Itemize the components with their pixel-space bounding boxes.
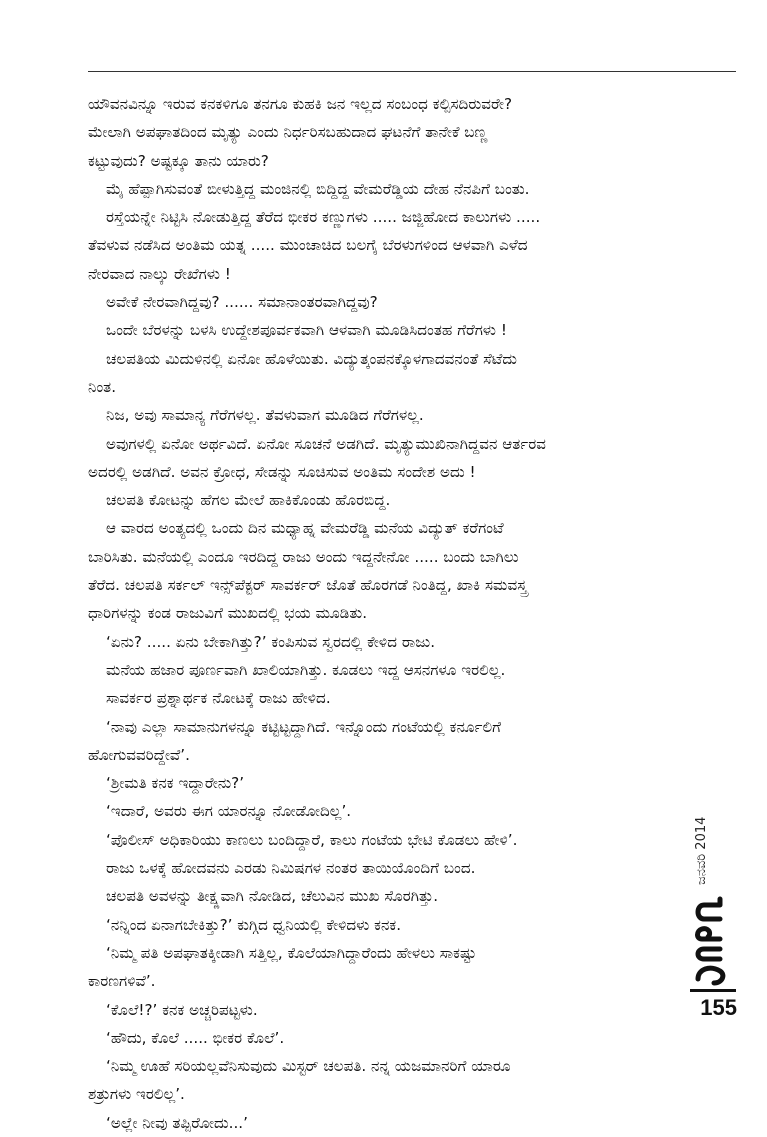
magazine-logo: [690, 893, 730, 988]
text-line: ನಿಜ, ಅವು ಸಾಮಾನ್ಯ ಗೆರೆಗಳಲ್ಲ. ತೆವಳುವಾಗ ಮೂಡಿದ ಗೆರೆಗಳಲ್ಲ.: [106, 406, 424, 425]
text-line: ಚಲಪತಿ ಅವಳನ್ನು ತೀಕ್ಷ್ಣವಾಗಿ ನೋಡಿದ, ಚೆಲುವಿನ ಮುಖ ಸೊರಗಿತ್ತು.: [106, 887, 439, 906]
text-line: ಕಾರಣಗಳಿವೆ’.: [88, 972, 156, 991]
text-line: ‘ನನ್ನಿಂದ ಏನಾಗಬೇಕಿತ್ತು?’ ಕುಗ್ಗಿದ ಧ್ವನಿಯಲ್ಲಿ ಕೇಳಿದಳು ಕನಕ.: [106, 915, 402, 934]
text-line: ‘ಶ್ರೀಮತಿ ಕನಕ ಇದ್ದಾರೇನು?’: [106, 774, 245, 793]
text-line: ನೇರವಾದ ನಾಲ್ಕು ರೇಖೆಗಳು !: [88, 264, 231, 283]
text-line: ಅವೇಕೆ ನೇರವಾಗಿದ್ದವು? ...... ಸಮಾನಾಂತರವಾಗಿದ್ದವು?: [106, 293, 378, 312]
text-line: ತೆರೆದ. ಚಲಪತಿ ಸರ್ಕಲ್ ಇನ್ಸ್‌ಪೆಕ್ಟರ್ ಸಾವರ್ಕರ್ ಜೊತೆ ಹೊರಗಡೆ ನಿಂತಿದ್ದ, ಖಾಕಿ ಸಮವಸ್ತ್ರ: [88, 576, 528, 595]
text-line: ಒಂದೇ ಬೆರಳನ್ನು ಬಳಸಿ ಉದ್ದೇಶಪೂರ್ವಕವಾಗಿ ಆಳವಾಗಿ ಮೂಡಿಸಿದಂತಹ ಗೆರೆಗಳು !: [106, 321, 507, 340]
text-line: ರಾಜು ಒಳಕ್ಕೆ ಹೋದವನು ಎರಡು ನಿಮಿಷಗಳ ನಂತರ ತಾಯಿಯೊಂದಿಗೆ ಬಂದ.: [106, 859, 476, 878]
text-line: ಆ ವಾರದ ಅಂತ್ಯದಲ್ಲಿ ಒಂದು ದಿನ ಮಧ್ಯಾಹ್ನ ವೇಮರೆಡ್ಡಿ ಮನೆಯ ವಿದ್ಯುತ್ ಕರೆಗಂಟೆ: [106, 519, 504, 538]
text-line: ಶತ್ರುಗಳು ಇರಲಿಲ್ಲ’.: [88, 1085, 185, 1104]
text-line: ಕಟ್ಟುವುದು? ಅಷ್ಟಕ್ಕೂ ತಾನು ಯಾರು?: [88, 151, 269, 170]
text-line: ಚಲಪತಿಯ ಮಿದುಳಿನಲ್ಲಿ ಏನೋ ಹೊಳೆಯಿತು. ವಿದ್ಯುತ್ಕಂಪನಕ್ಕೊಳಗಾದವನಂತೆ ಸೆಟೆದು: [106, 349, 517, 368]
page-number-rule: [690, 989, 736, 992]
text-line: ‘ನಾವು ಎಲ್ಲಾ ಸಾಮಾನುಗಳನ್ನೂ ಕಟ್ಟಿಟ್ಟದ್ದಾಗಿದೆ. ಇನ್ನೊಂದು ಗಂಟೆಯಲ್ಲಿ ಕರ್ನೂಲಿಗೆ: [106, 717, 501, 736]
text-line: ಯೌವನವಿನ್ನೂ ಇರುವ ಕನಕಳಿಗೂ ತನಗೂ ಕುಹಕಿ ಜನ ಇಲ್ಲದ ಸಂಬಂಧ ಕಲ್ಪಿಸದಿರುವರೇ?: [88, 95, 513, 113]
text-line: ‘ಹೌದು, ಕೊಲೆ ..... ಭೀಕರ ಕೊಲೆ’.: [106, 1028, 285, 1047]
text-line: ಬಾರಿಸಿತು. ಮನೆಯಲ್ಲಿ ಎಂದೂ ಇರದಿದ್ದ ರಾಜು ಅಂದು ಇದ್ದನೇನೋ ..... ಬಂದು ಬಾಗಿಲು: [88, 547, 519, 566]
text-line: ಚಲಪತಿ ಕೋಟನ್ನು ಹೆಗಲ ಮೇಲೆ ಹಾಕಿಕೊಂಡು ಹೊರಬಿದ್ದ.: [106, 491, 391, 510]
text-line: ಮೈ ಹೆಪ್ಪಾಗಿಸುವಂತೆ ಬೀಳುತ್ತಿದ್ದ ಮಂಜಿನಲ್ಲಿ ಬಿದ್ದಿದ್ದ ವೇಮರೆಡ್ಡಿಯ ದೇಹ ನೆನಪಿಗೆ ಬಂತು.: [106, 179, 530, 198]
text-line: ಅದರಲ್ಲಿ ಅಡಗಿದೆ. ಅವನ ಕ್ರೋಧ, ಸೇಡನ್ನು ಸೂಚಿಸುವ ಅಂತಿಮ ಸಂದೇಶ ಅದು !: [88, 462, 476, 481]
text-line: ‘ನಿಮ್ಮ ಪತಿ ಅಪಘಾತಕ್ಕೀಡಾಗಿ ಸತ್ತಿಲ್ಲ, ಕೊಲೆಯಾಗಿದ್ದಾರೆಂದು ಹೇಳಲು ಸಾಕಷ್ಟು: [106, 943, 477, 962]
text-line: ಸಾವರ್ಕರ ಪ್ರಶ್ನಾರ್ಥಕ ನೋಟಕ್ಕೆ ರಾಜು ಹೇಳಿದ.: [106, 689, 331, 708]
text-line: ಮೇಲಾಗಿ ಅಪಘಾತದಿಂದ ಮೃತ್ಯು ಎಂದು ನಿರ್ಧರಿಸಬಹುದಾದ ಘಟನೆಗೆ ತಾನೇಕೆ ಬಣ್ಣ: [88, 123, 488, 142]
text-line: ಹೋಗುವವರಿದ್ದೇವೆ’.: [88, 745, 190, 764]
text-line: ಧಾರಿಗಳನ್ನು ಕಂಡ ರಾಜುವಿಗೆ ಮುಖದಲ್ಲಿ ಭಯ ಮೂಡಿತು.: [88, 604, 368, 623]
text-line: ‘ಇದಾರೆ, ಅವರು ಈಗ ಯಾರನ್ನೂ ನೋಡೋದಿಲ್ಲ’.: [106, 802, 352, 821]
text-line: ‘ನಿಮ್ಮ ಊಹೆ ಸರಿಯಲ್ಲವೆನಿಸುವುದು ಮಿಸ್ಟರ್ ಚಲಪತಿ. ನನ್ನ ಯಜಮಾನರಿಗೆ ಯಾರೂ: [106, 1057, 511, 1076]
issue-date: ಜನವರಿ 2014: [694, 816, 709, 885]
text-line: ರಸ್ತೆಯನ್ನೇ ನಿಟ್ಟಿಸಿ ನೋಡುತ್ತಿದ್ದ ತೆರೆದ ಭೀಕರ ಕಣ್ಣುಗಳು ..... ಜಜ್ಜಿಹೋದ ಕಾಲುಗಳು .....: [106, 208, 541, 227]
text-line: ಅವುಗಳಲ್ಲಿ ಏನೋ ಅರ್ಥವಿದೆ. ಏನೋ ಸೂಚನೆ ಅಡಗಿದೆ. ಮೃತ್ಯುಮುಖಿನಾಗಿದ್ದವನ ಆರ್ತರವ: [106, 434, 546, 453]
text-line: ‘ಅಲ್ಲೇ ನೀವು ತಪ್ಪಿರೋದು...’: [106, 1113, 248, 1132]
header-rule: [88, 71, 736, 72]
text-line: ತೆವಳುವ ನಡೆಸಿದ ಅಂತಿಮ ಯತ್ನ ..... ಮುಂಚಾಚಿದ ಬಲಗೈ ಬೆರಳುಗಳಿಂದ ಆಳವಾಗಿ ಎಳೆದ: [88, 236, 528, 255]
text-line: ‘ಕೊಲೆ!?’ ಕನಕ ಅಚ್ಚರಿಪಟ್ಟಳು.: [106, 1000, 258, 1019]
text-line: ಮನೆಯ ಹಜಾರ ಪೂರ್ಣವಾಗಿ ಖಾಲಿಯಾಗಿತ್ತು. ಕೂಡಲು ಇದ್ದ ಆಸನಗಳೂ ಇರಲಿಲ್ಲ.: [106, 660, 506, 679]
page-number: 155: [700, 995, 737, 1020]
text-line: ‘ಏನು? ..... ಏನು ಬೇಕಾಗಿತ್ತು?’ ಕಂಪಿಸುವ ಸ್ವರದಲ್ಲಿ ಕೇಳಿದ ರಾಜು.: [106, 632, 436, 651]
issue-sidebar: [690, 815, 732, 990]
article-body: [88, 90, 663, 1137]
text-line: ‘ಪೊಲೀಸ್ ಅಧಿಕಾರಿಯು ಕಾಣಲು ಬಂದಿದ್ದಾರೆ, ಕಾಲು ಗಂಟೆಯ ಭೇಟಿ ಕೊಡಲು ಹೇಳಿ’.: [106, 830, 518, 849]
text-line: ನಿಂತ.: [88, 377, 117, 396]
